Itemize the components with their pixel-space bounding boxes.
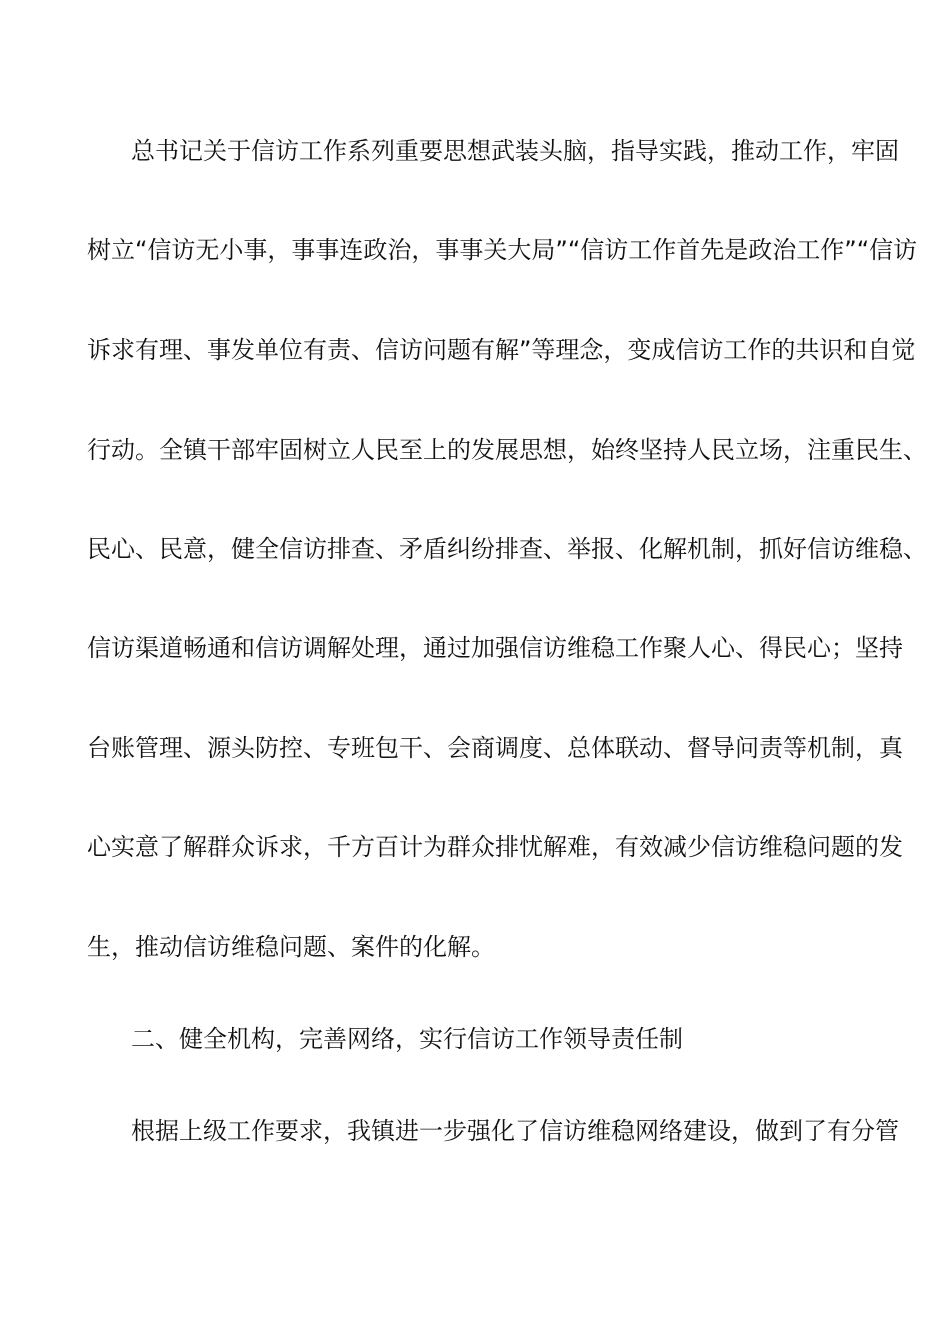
text-line: 民心、民意，健全信访排查、矛盾纠纷排查、举报、化解机制，抓好信访维稳、: [87, 535, 927, 563]
section-heading: [0, 1019, 950, 1059]
text-line: 心实意了解群众诉求，千方百计为群众排忧解难，有效减少信访维稳问题的发: [87, 833, 903, 861]
text-line: 信访渠道畅通和信访调解处理，通过加强信访维稳工作聚人心、得民心；坚持: [87, 634, 903, 662]
paragraph-line: [0, 728, 950, 768]
text-line: 台账管理、源头防控、专班包干、会商调度、总体联动、督导问责等机制，真: [87, 734, 903, 762]
paragraph-line: [0, 131, 950, 171]
paragraph-line: [0, 628, 950, 668]
text-line: 行动。全镇干部牢固树立人民至上的发展思想，始终坚持人民立场，注重民生、: [87, 436, 927, 464]
paragraph-line: [0, 230, 950, 270]
text-line: 生，推动信访维稳问题、案件的化解。: [87, 933, 495, 961]
paragraph-line: [0, 1111, 950, 1151]
paragraph-line: [0, 529, 950, 569]
text-line: 总书记关于信访工作系列重要思想武装头脑，指导实践，推动工作，牢固: [131, 137, 899, 165]
text-line: 诉求有理、事发单位有责、信访问题有解”等理念，变成信访工作的共识和自觉: [87, 336, 916, 364]
paragraph-line: [0, 330, 950, 370]
text-line: 根据上级工作要求，我镇进一步强化了信访维稳网络建设，做到了有分管: [131, 1117, 899, 1145]
paragraph-line: [0, 827, 950, 867]
paragraph-line: [0, 927, 950, 967]
heading-text: 二、健全机构，完善网络，实行信访工作领导责任制: [131, 1025, 683, 1053]
text-line: 树立“信访无小事，事事连政治，事事关大局”“信访工作首先是政治工作”“信访: [87, 236, 918, 264]
paragraph-line: [0, 430, 950, 470]
